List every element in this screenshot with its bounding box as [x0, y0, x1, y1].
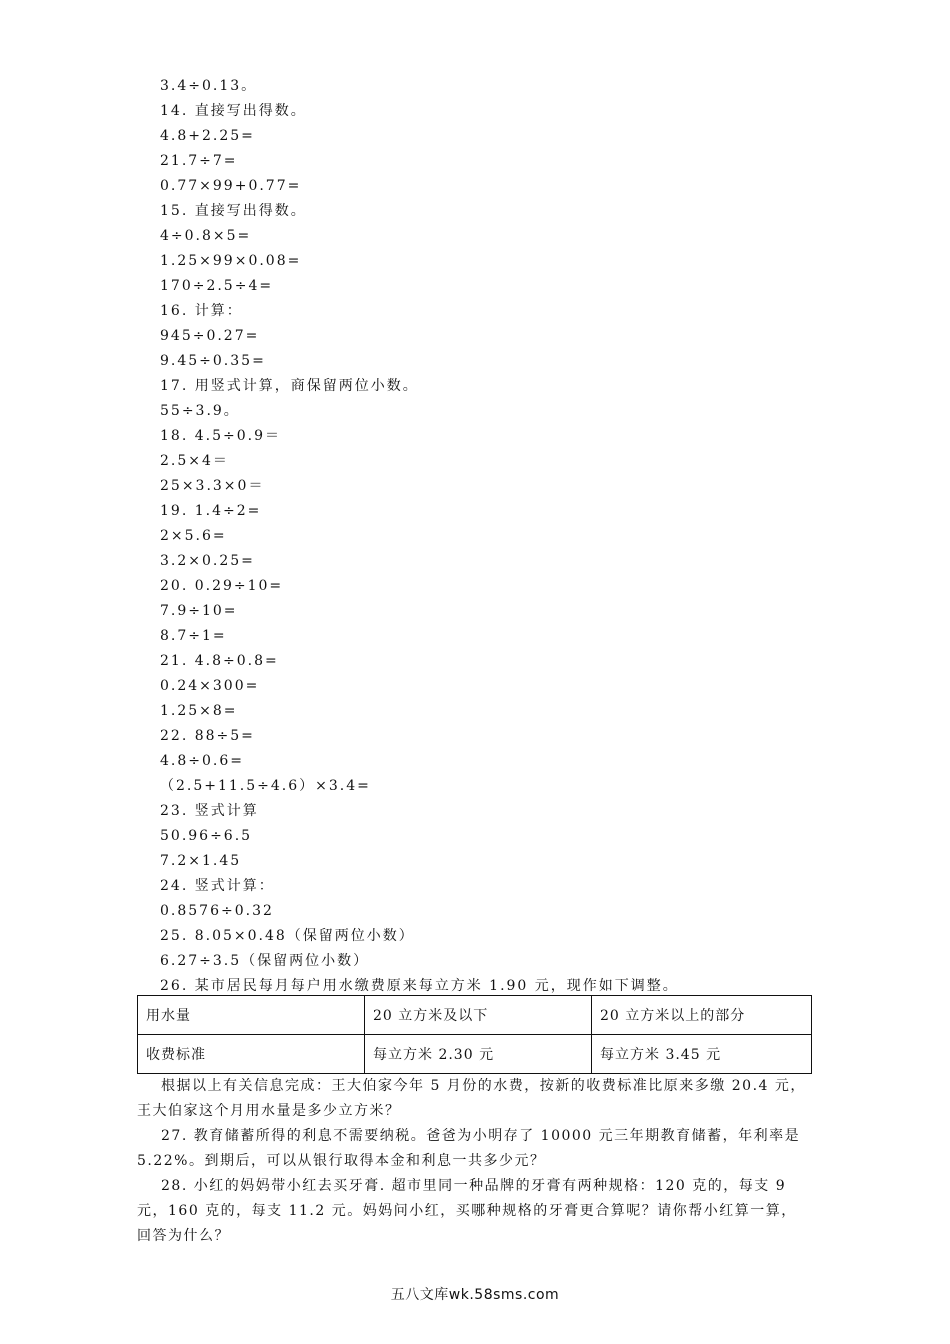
line-35: 25. 8.05×0.48（保留两位小数） — [160, 928, 415, 944]
line-10: 16. 计算： — [160, 303, 243, 319]
line-18: 19. 1.4÷2= — [160, 503, 262, 519]
line-12: 9.45÷0.35= — [160, 353, 266, 369]
paragraph-28: 28. 小红的妈妈带小红去买牙膏. 超市里同一种品牌的牙膏有两种规格：120 克的，每支 9 元，160 克的，每支 11.2 元。妈妈问小红，买哪种规格的牙膏更合算呢？请你帮小红算一算，回答为什么？ — [137, 1178, 797, 1244]
line-3: 4.8+2.25= — [160, 128, 255, 144]
line-34: 0.8576÷0.32 — [160, 903, 274, 919]
line-25: 0.24×300= — [160, 678, 260, 694]
line-37: 26. 某市居民每月每户用水缴费原来每立方米 1.90 元，现作如下调整。 — [160, 978, 679, 994]
line-22: 7.9÷10= — [160, 603, 238, 619]
line-28: 4.8÷0.6= — [160, 753, 244, 769]
table-cell: 收费标准 — [138, 1035, 365, 1074]
line-31: 50.96÷6.5 — [160, 828, 253, 844]
line-24: 21. 4.8÷0.8= — [160, 653, 279, 669]
line-13: 17. 用竖式计算，商保留两位小数。 — [160, 378, 419, 394]
line-27: 22. 88÷5= — [160, 728, 255, 744]
line-33: 24. 竖式计算： — [160, 878, 275, 894]
paragraph-27: 27. 教育储蓄所得的利息不需要纳税。爸爸为小明存了 10000 元三年期教育储蓄，年利率是 5.22%。到期后，可以从银行取得本金和利息一共多少元？ — [137, 1128, 801, 1169]
table-cell: 20 立方米及以下 — [365, 996, 592, 1035]
line-30: 23. 竖式计算 — [160, 803, 259, 819]
line-14: 55÷3.9。 — [160, 403, 240, 419]
line-16: 2.5×4＝ — [160, 453, 229, 469]
problem-lines — [160, 74, 820, 999]
table-cell: 每立方米 3.45 元 — [592, 1035, 812, 1074]
line-23: 8.7÷1= — [160, 628, 227, 644]
line-29: （2.5+11.5÷4.6）×3.4= — [160, 778, 371, 794]
word-problems — [137, 1074, 812, 1249]
line-1: 3.4÷0.13。 — [160, 78, 258, 94]
line-21: 20. 0.29÷10= — [160, 578, 284, 594]
line-9: 170÷2.5÷4= — [160, 278, 274, 294]
line-7: 4÷0.8×5= — [160, 228, 252, 244]
paragraph-26-question: 根据以上有关信息完成：王大伯家今年 5 月份的水费，按新的收费标准比原来多缴 20.4 元，王大伯家这个月用水量是多少立方米？ — [137, 1078, 806, 1119]
line-4: 21.7÷7= — [160, 153, 238, 169]
table-cell: 20 立方米以上的部分 — [592, 996, 812, 1035]
line-11: 945÷0.27= — [160, 328, 260, 344]
line-36: 6.27÷3.5（保留两位小数） — [160, 953, 370, 969]
line-32: 7.2×1.45 — [160, 853, 242, 869]
water-fee-table — [137, 995, 812, 1074]
line-8: 1.25×99×0.08= — [160, 253, 302, 269]
line-5: 0.77×99+0.77= — [160, 178, 302, 194]
table-row — [138, 1035, 812, 1074]
line-2: 14. 直接写出得数。 — [160, 103, 307, 119]
line-6: 15. 直接写出得数。 — [160, 203, 307, 219]
line-15: 18. 4.5÷0.9＝ — [160, 428, 281, 444]
line-17: 25×3.3×0＝ — [160, 478, 265, 494]
footer-watermark: 五八文库wk.58sms.com — [390, 1287, 560, 1303]
line-26: 1.25×8= — [160, 703, 238, 719]
table-row — [138, 996, 812, 1035]
table-cell: 用水量 — [138, 996, 365, 1035]
line-19: 2×5.6= — [160, 528, 227, 544]
table-cell: 每立方米 2.30 元 — [365, 1035, 592, 1074]
line-20: 3.2×0.25= — [160, 553, 255, 569]
